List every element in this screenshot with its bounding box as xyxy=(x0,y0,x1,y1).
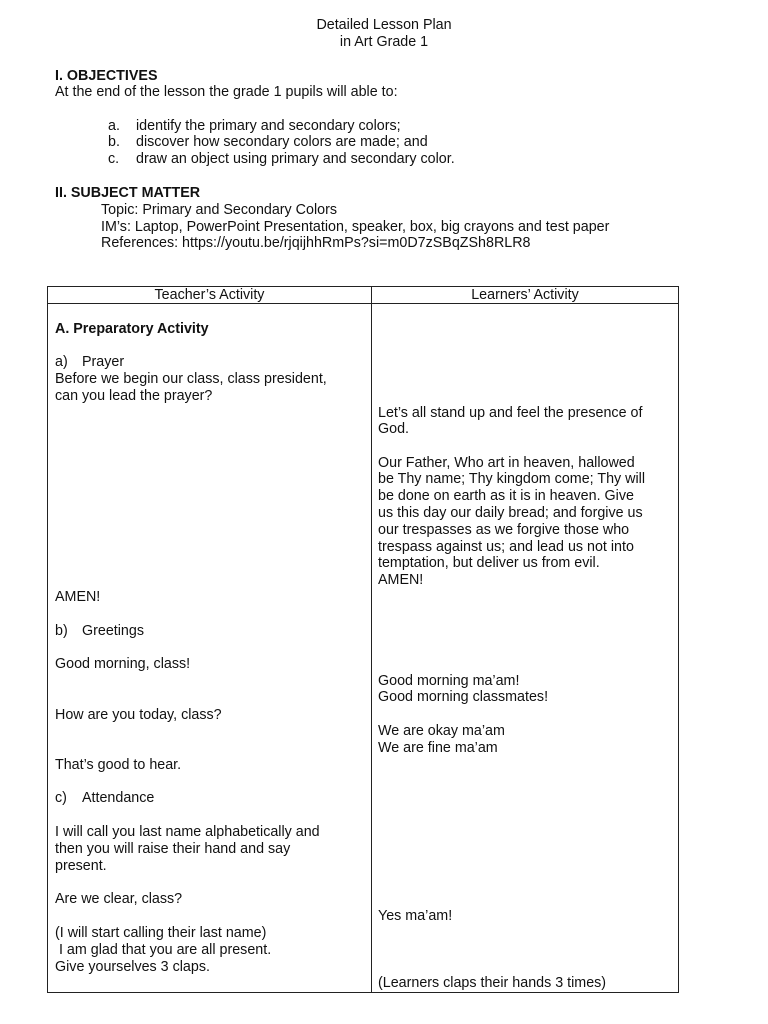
attendance-marker: c) xyxy=(55,790,67,806)
teacher-text: present. xyxy=(55,858,107,874)
ims-line: IM’s: Laptop, PowerPoint Presentation, speaker, box, big crayons and test paper xyxy=(101,219,610,235)
prayer-marker: a) xyxy=(55,354,68,370)
section-a-heading: A. Preparatory Activity xyxy=(55,321,209,337)
learner-text: Our Father, Who art in heaven, hallowed xyxy=(378,455,635,471)
objective-marker: a. xyxy=(108,118,120,134)
teacher-text: I am glad that you are all present. xyxy=(55,942,272,958)
learner-text: be Thy name; Thy kingdom come; Thy will xyxy=(378,471,645,487)
learner-text: Yes ma’am! xyxy=(378,908,453,924)
learner-text: God. xyxy=(378,421,409,437)
learner-text: our trespasses as we forgive those who xyxy=(378,522,630,538)
teacher-text: I will call you last name alphabetically and xyxy=(55,824,320,840)
learner-text: be done on earth as it is in heaven. Give xyxy=(378,488,634,504)
teacher-text: How are you today, class? xyxy=(55,707,222,723)
learner-text: We are fine ma’am xyxy=(378,740,498,756)
teacher-text: then you will raise their hand and say xyxy=(55,841,291,857)
objective-item: identify the primary and secondary colors; xyxy=(136,118,401,134)
greetings-label: Greetings xyxy=(82,623,144,639)
learner-text: Good morning classmates! xyxy=(378,689,549,705)
prayer-label: Prayer xyxy=(82,354,125,370)
objective-marker: c. xyxy=(108,151,120,167)
learner-text: AMEN! xyxy=(378,572,424,588)
table-column-divider xyxy=(371,287,372,992)
greetings-marker: b) xyxy=(55,623,68,639)
teacher-text: Good morning, class! xyxy=(55,656,191,672)
teacher-text: Give yourselves 3 claps. xyxy=(55,959,210,975)
teacher-text: Before we begin our class, class president, xyxy=(55,371,327,387)
teacher-text: (I will start calling their last name) xyxy=(55,925,267,941)
document-title: Detailed Lesson Plan xyxy=(316,17,452,33)
objectives-heading: I. OBJECTIVES xyxy=(55,68,158,84)
attendance-label: Attendance xyxy=(82,790,155,806)
learner-text: We are okay ma’am xyxy=(378,723,505,739)
teacher-text: can you lead the prayer? xyxy=(55,388,213,404)
teacher-text: AMEN! xyxy=(55,589,101,605)
teacher-text: That’s good to hear. xyxy=(55,757,182,773)
learner-text: Good morning ma’am! xyxy=(378,673,520,689)
objectives-intro: At the end of the lesson the grade 1 pupils will able to: xyxy=(55,84,398,100)
learner-text: us this day our daily bread; and forgive us xyxy=(378,505,643,521)
document-subtitle: in Art Grade 1 xyxy=(339,34,429,50)
teacher-text: Are we clear, class? xyxy=(55,891,183,907)
topic-line: Topic: Primary and Secondary Colors xyxy=(101,202,337,218)
objective-item: discover how secondary colors are made; and xyxy=(136,134,428,150)
learner-text: (Learners claps their hands 3 times) xyxy=(378,975,607,991)
learner-text: temptation, but deliver us from evil. xyxy=(378,555,600,571)
objective-item: draw an object using primary and secondary color. xyxy=(136,151,455,167)
learners-column-header: Learners’ Activity xyxy=(471,287,579,303)
objective-marker: b. xyxy=(108,134,120,150)
references-line: References: https://youtu.be/rjqijhhRmPs?si=m0D7zSBqZSh8RLR8 xyxy=(101,235,531,251)
learner-text: Let’s all stand up and feel the presence of xyxy=(378,405,643,421)
subject-matter-heading: II. SUBJECT MATTER xyxy=(55,185,201,201)
teacher-column-header: Teacher’s Activity xyxy=(154,287,265,303)
learner-text: trespass against us; and lead us not into xyxy=(378,539,634,555)
